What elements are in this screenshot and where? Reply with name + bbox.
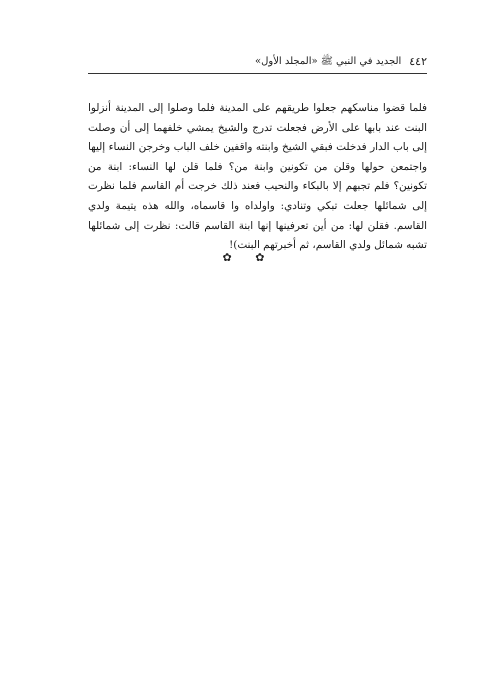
running-header-title: الجديد في النبي ﷺ «المجلد الأول»: [254, 56, 402, 67]
header-divider: [88, 73, 427, 74]
running-header: [88, 53, 427, 69]
body-paragraph: فلما قضوا مناسكهم جعلوا طريقهم على المدينة فلما وصلوا إلى المدينة أنزلوا البنت عند بابها على الأرض فجعلت تدرج والشيخ يمشي خلفهما إلى أن وصلت إلى باب الدار فدخلت فبقي الشيخ وابنته واقفين خلف الباب وخرجن النساء إليها واجتمعن حولها وقلن من تكونين وابنة من؟ فلما قلن لها النساء: ابنة من تكونين؟ فلم تجبهم إلا بالبكاء والنحيب فعند ذلك خرجت أم القاسم فلما نظرت إلى شمائلها جعلت تبكي وتنادي: واولداه وا قاسماه، والله هذه يتيمة ولدي القاسم. فقلن لها: من أين تعرفينها إنها ابنة القاسم قالت: نظرت إلى شمائلها تشبه شمائل ولدي القاسم، ثم أخبرتهم البنت)!: [88, 102, 427, 252]
page-number: ٤٤٢: [409, 55, 427, 68]
section-end-ornament: ✿ ✿: [222, 251, 275, 264]
